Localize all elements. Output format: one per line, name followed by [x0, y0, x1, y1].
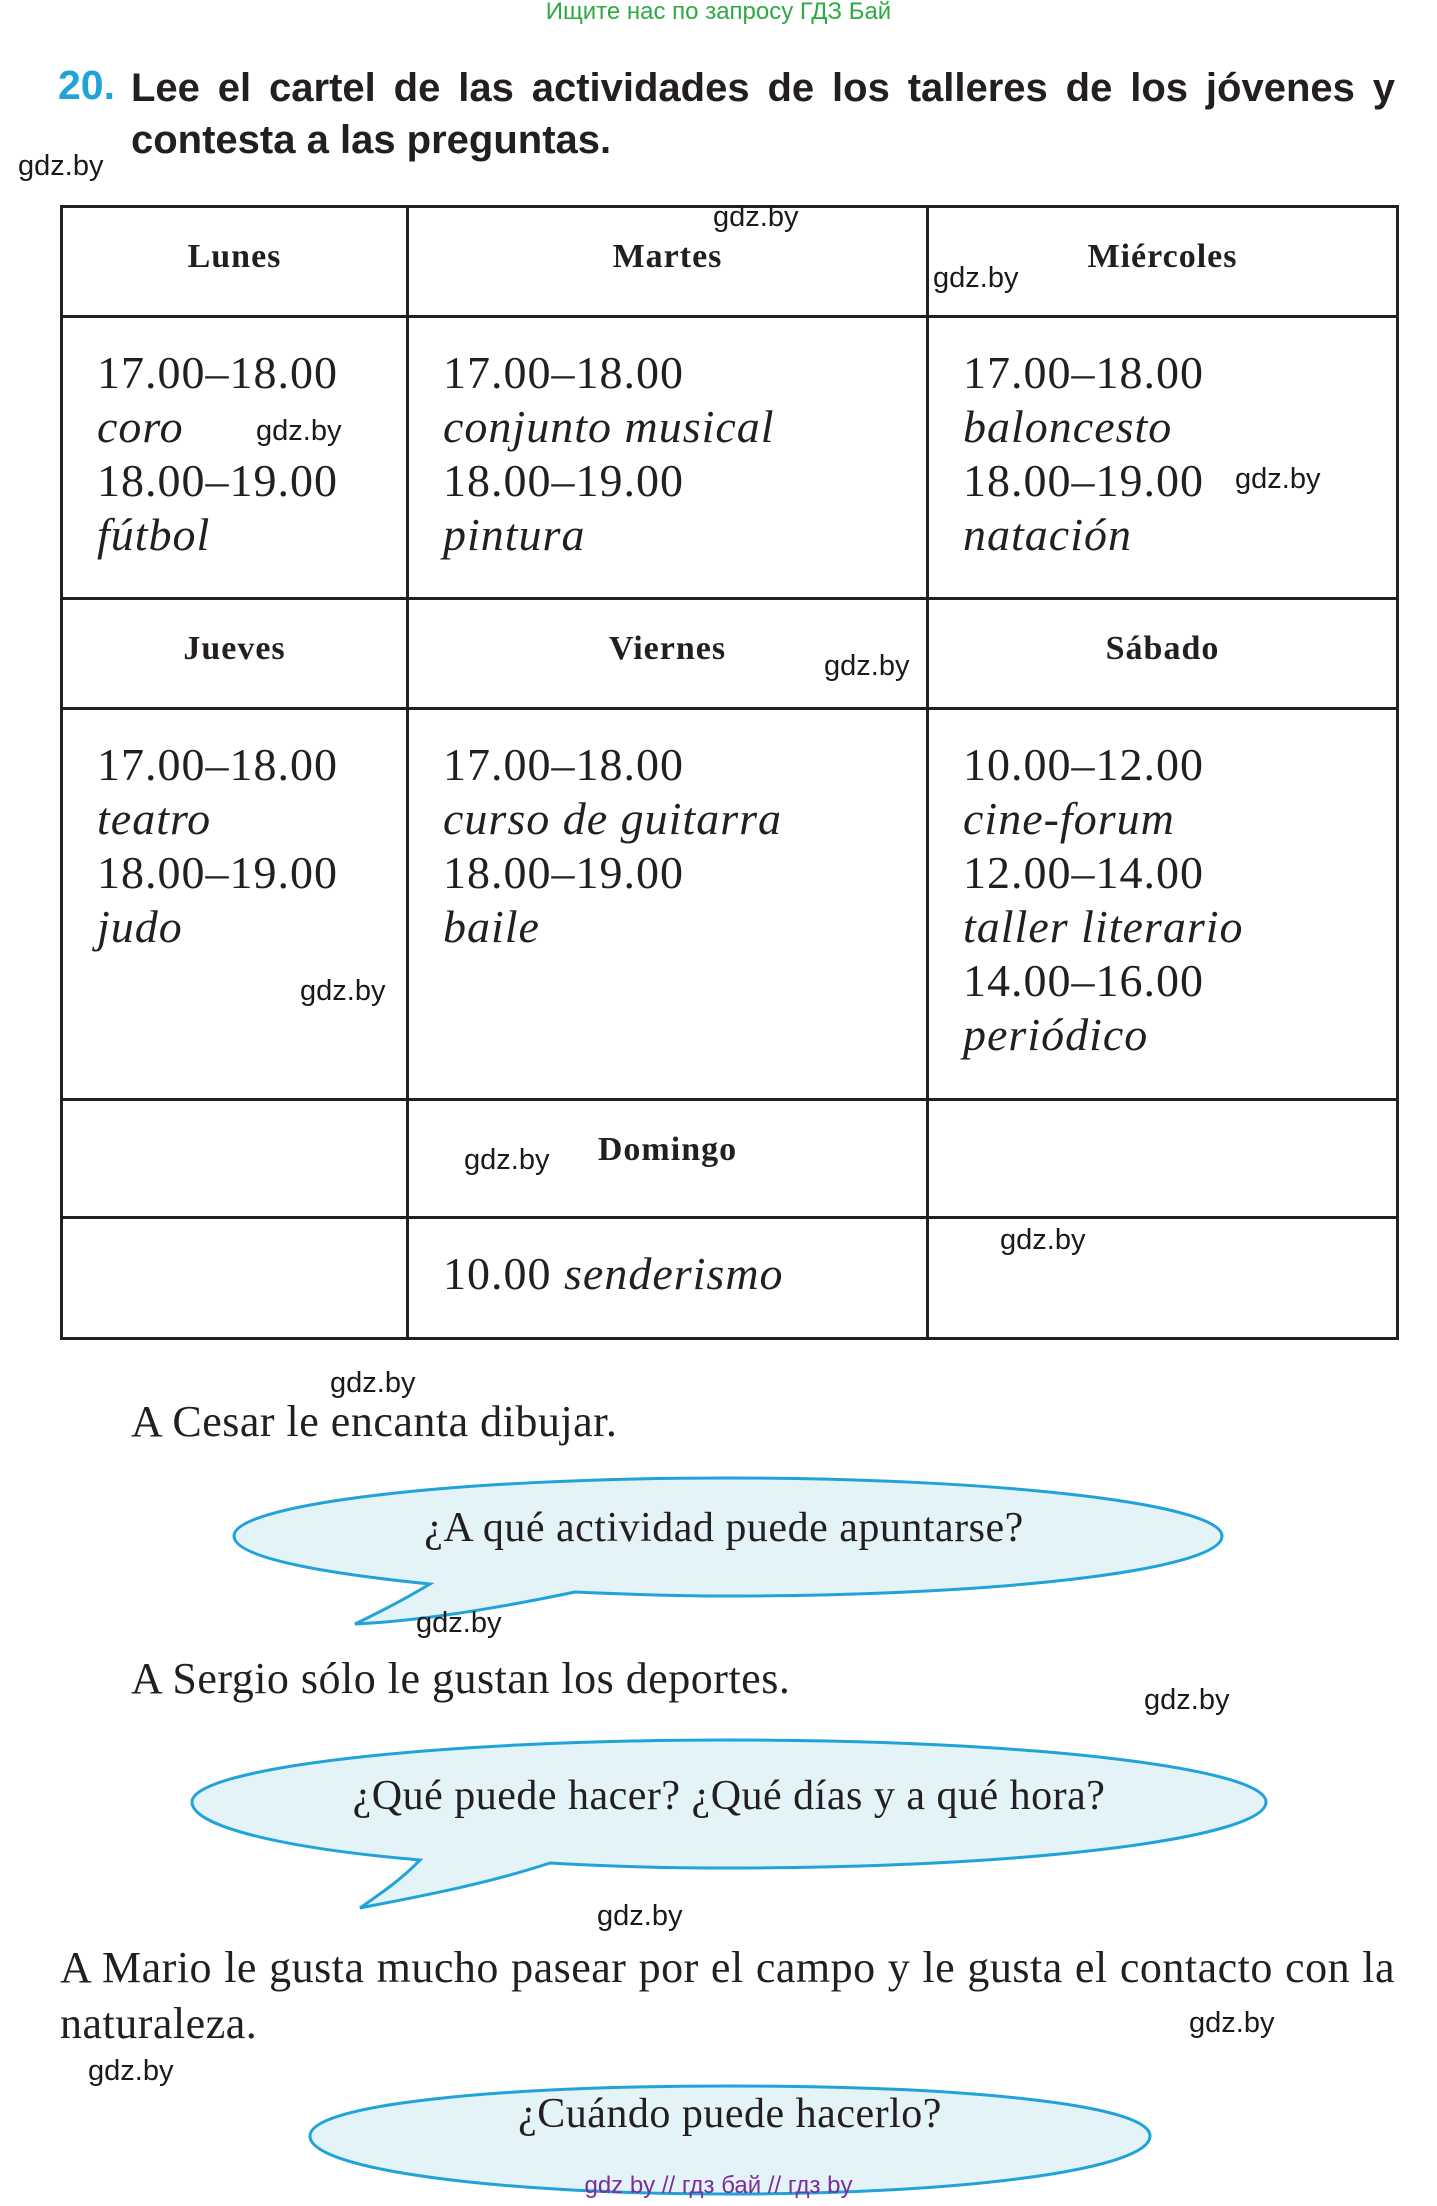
watermark: gdz.by: [1189, 2007, 1275, 2039]
time-slot: 18.00–19.00: [97, 455, 338, 506]
empty-cell: [62, 1100, 408, 1218]
activity-name: pintura: [443, 509, 586, 560]
empty-cell: [928, 1218, 1398, 1339]
watermark: gdz.by: [824, 650, 910, 682]
time-slot: 18.00–19.00: [443, 847, 684, 898]
empty-cell: [62, 1218, 408, 1339]
time-slot: 17.00–18.00: [97, 347, 338, 398]
time-slot: 18.00–19.00: [97, 847, 338, 898]
question-2-statement: A Sergio sólo le gustan los deportes.: [131, 1654, 791, 1703]
activity-name: cine-forum: [963, 793, 1175, 844]
day-header-viernes: Viernes: [408, 599, 928, 709]
activity-name: teatro: [97, 793, 212, 844]
speech-bubble-1: [220, 1474, 1230, 1634]
top-search-hint[interactable]: Ищите нас по запросу ГДЗ Бай: [545, 0, 892, 25]
speech-bubble-2: [180, 1736, 1280, 1916]
activity-name: judo: [97, 901, 183, 952]
exercise-number: 20.: [58, 62, 115, 108]
bubble-2-text: ¿Qué puede hacer? ¿Qué días y a qué hora?: [352, 1773, 1106, 1819]
watermark: gdz.by: [416, 1607, 502, 1639]
question-3-statement: A Mario le gusta mucho pasear por el campo y le gusta el contacto con la naturaleza.: [60, 1943, 1395, 2048]
time-slot: 10.00: [443, 1248, 552, 1299]
day-header-lunes: Lunes: [62, 207, 408, 317]
exercise-instruction: Lee el cartel de las actividades de los talleres de los jóvenes y contesta a las preguntas.: [131, 66, 1395, 162]
watermark: gdz.by: [330, 1367, 416, 1399]
watermark: gdz.by: [464, 1144, 550, 1176]
activity-name: natación: [963, 509, 1132, 560]
watermark: gdz.by: [300, 975, 386, 1007]
activities-sabado: [928, 709, 1398, 1100]
time-slot: 10.00–12.00: [963, 739, 1204, 790]
watermark: gdz.by: [18, 150, 104, 182]
activities-miercoles: [928, 317, 1398, 599]
day-header-miercoles: Miércoles: [928, 207, 1398, 317]
watermark: gdz.by: [597, 1900, 683, 1932]
time-slot: 17.00–18.00: [443, 739, 684, 790]
time-slot: 17.00–18.00: [963, 347, 1204, 398]
activity-name: taller literario: [963, 901, 1244, 952]
question-1-statement: A Cesar le encanta dibujar.: [131, 1397, 618, 1446]
activity-name: senderismo: [564, 1248, 784, 1299]
activities-jueves: [62, 709, 408, 1100]
time-slot: 12.00–14.00: [963, 847, 1204, 898]
activity-name: fútbol: [97, 509, 211, 560]
bubble-1-text: ¿A qué actividad puede apuntarse?: [424, 1505, 1024, 1551]
activity-name: coro: [97, 401, 184, 452]
activities-martes: [408, 317, 928, 599]
activity-name: curso de guitarra: [443, 793, 782, 844]
activity-name: baloncesto: [963, 401, 1173, 452]
time-slot: 17.00–18.00: [97, 739, 338, 790]
watermark: gdz.by: [256, 415, 342, 447]
activities-viernes: [408, 709, 928, 1100]
activities-lunes: [62, 317, 408, 599]
activities-schedule-table: [60, 205, 1399, 1340]
watermark: gdz.by: [1235, 463, 1321, 495]
watermark: gdz.by: [1144, 1684, 1230, 1716]
watermark: gdz.by: [1000, 1224, 1086, 1256]
watermark: gdz.by: [933, 262, 1019, 294]
footer-links[interactable]: gdz by // гдз бай // гдз by: [584, 2172, 853, 2199]
watermark: gdz.by: [88, 2055, 174, 2087]
day-header-jueves: Jueves: [62, 599, 408, 709]
activity-name: periódico: [963, 1009, 1149, 1060]
time-slot: 14.00–16.00: [963, 955, 1204, 1006]
activity-name: conjunto musical: [443, 401, 775, 452]
day-header-sabado: Sábado: [928, 599, 1398, 709]
day-header-domingo: Domingo: [408, 1100, 928, 1218]
time-slot: 18.00–19.00: [963, 455, 1204, 506]
watermark: gdz.by: [713, 201, 799, 233]
empty-cell: [928, 1100, 1398, 1218]
time-slot: 17.00–18.00: [443, 347, 684, 398]
activity-name: baile: [443, 901, 540, 952]
time-slot: 18.00–19.00: [443, 455, 684, 506]
bubble-3-text: ¿Cuándo puede hacerlo?: [518, 2091, 942, 2137]
activities-domingo: [408, 1218, 928, 1339]
day-header-martes: Martes: [408, 207, 928, 317]
